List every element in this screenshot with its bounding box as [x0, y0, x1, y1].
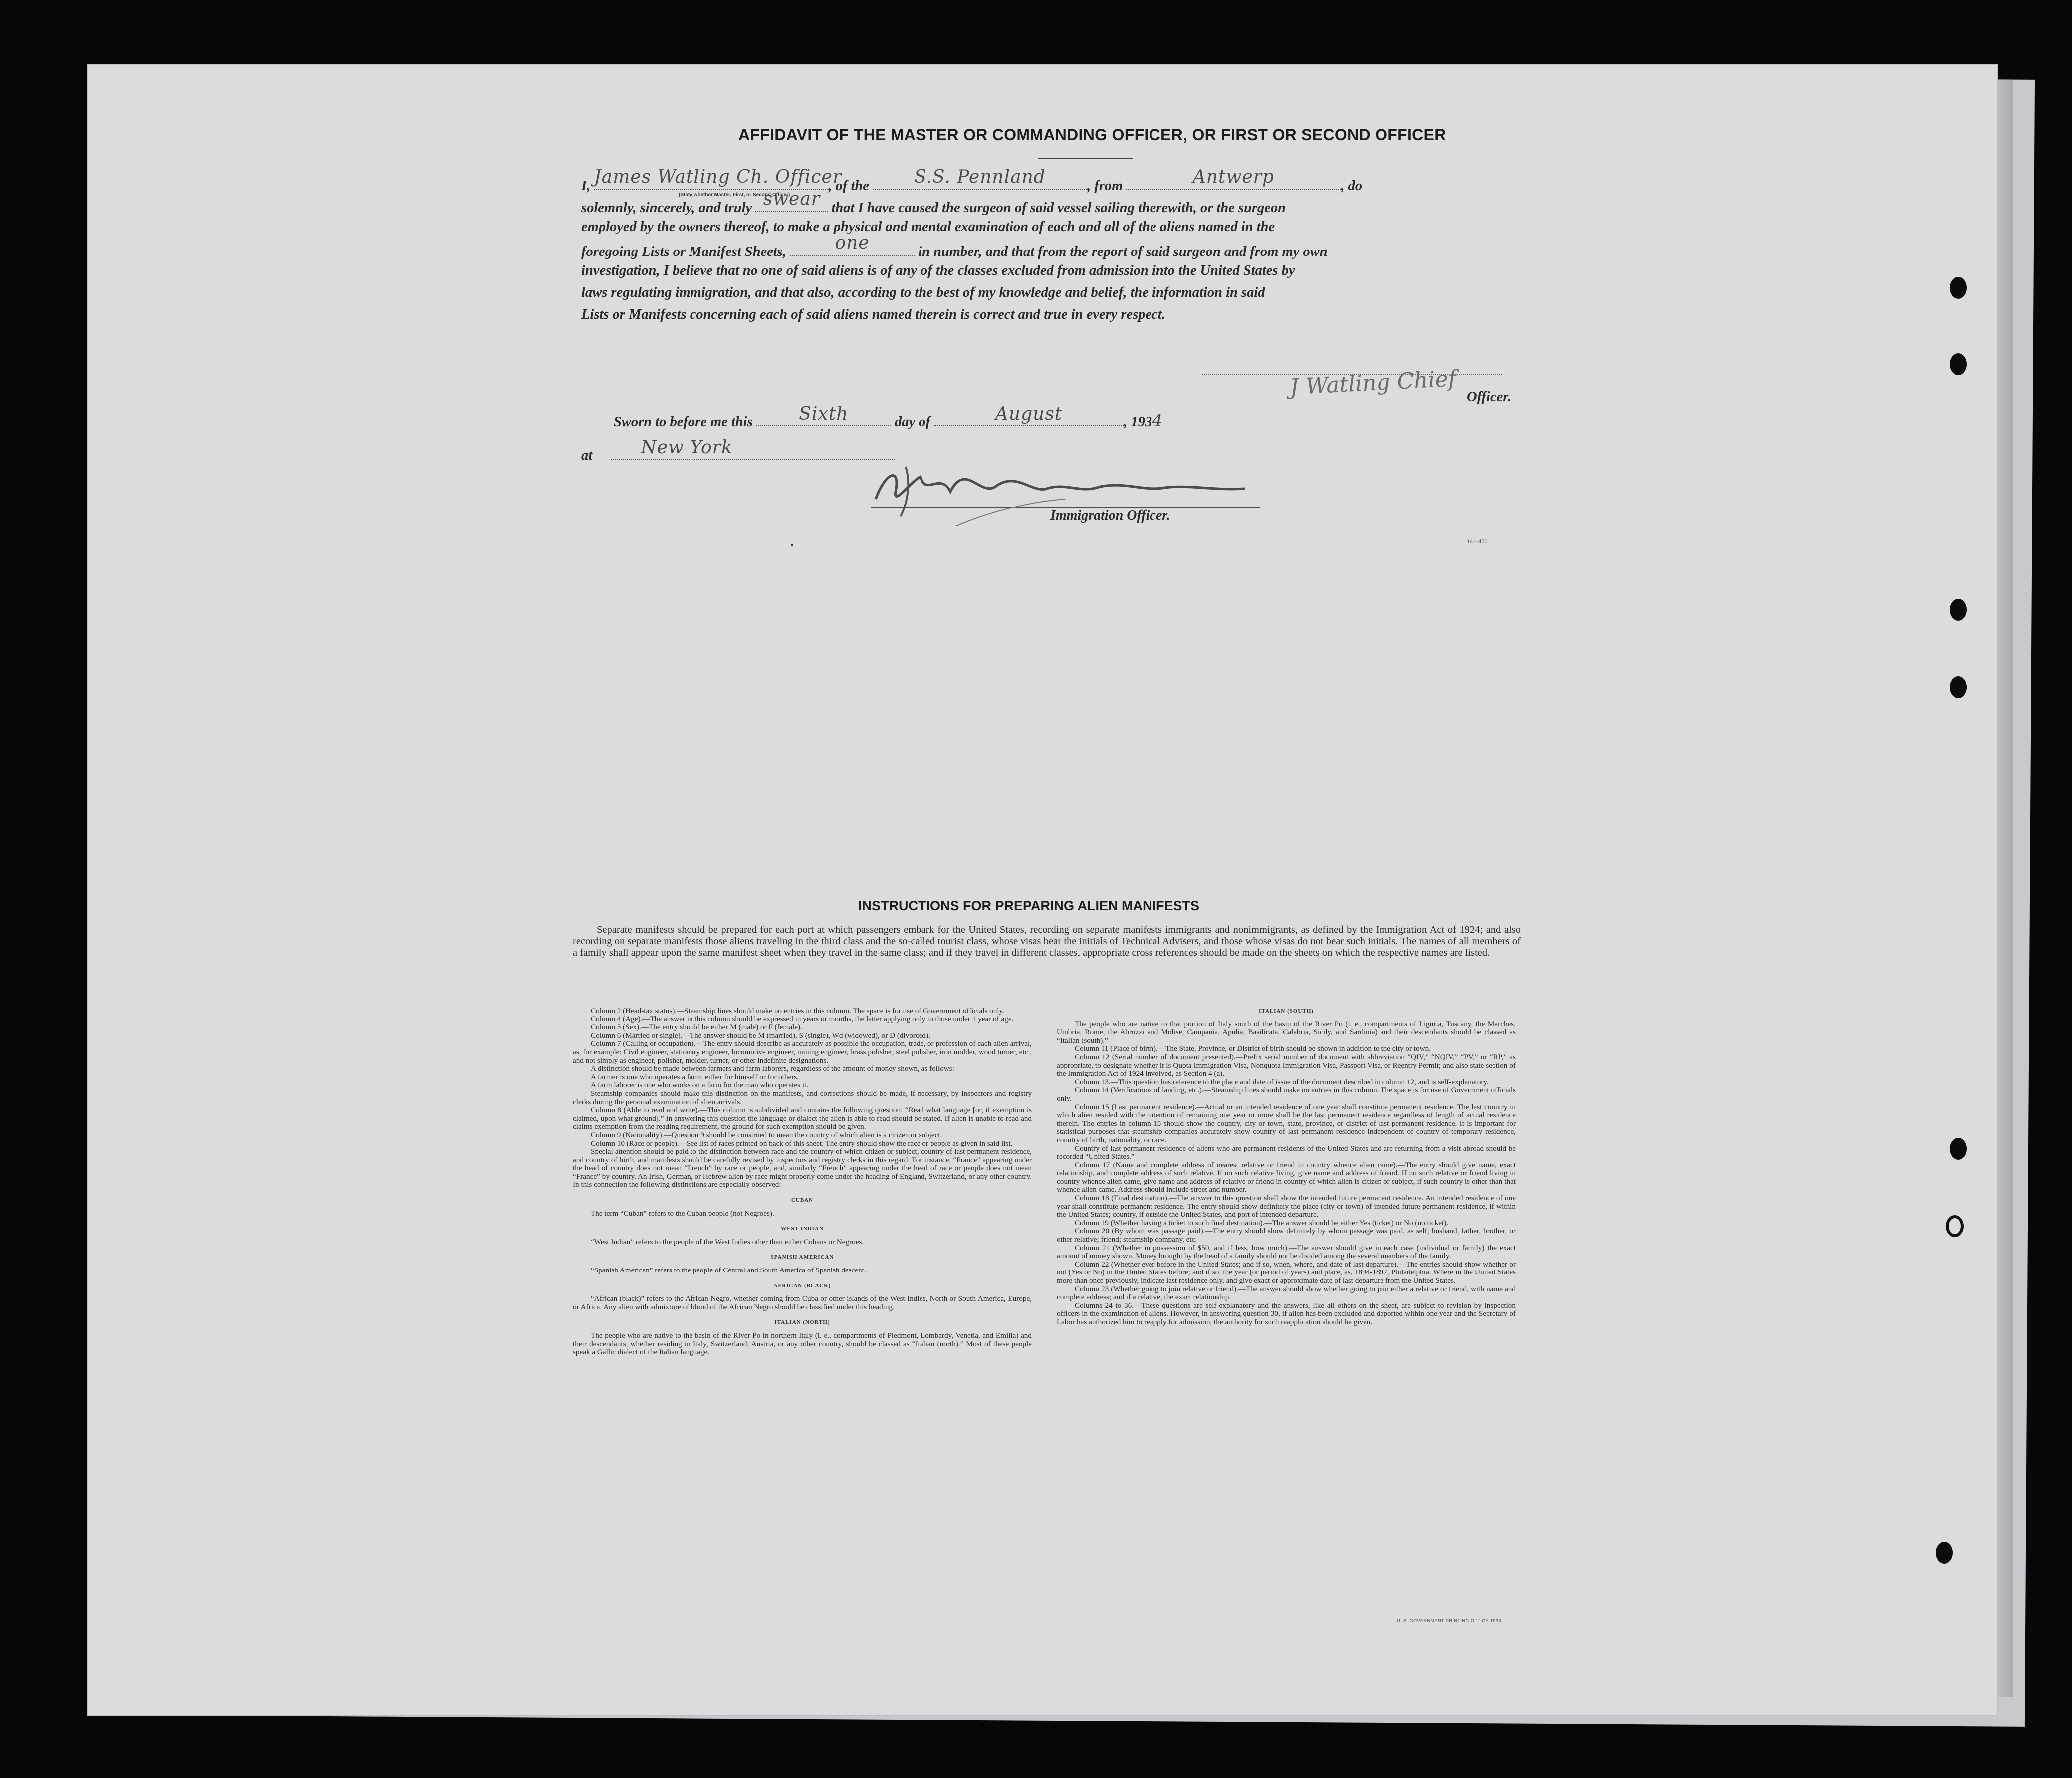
- ink-dot: [791, 544, 793, 546]
- instruction-paragraph: A farmer is one who operates a farm, either for himself or for others.: [591, 1072, 799, 1081]
- instruction-paragraph: Column 7 (Calling or occupation).—The entry should describe as accurately as possible the occupation, trade, or profession of each alien arrival, as, for example: Civil engineer, stationary engineer, locomotive engineer, mining engineer, brass polisher, steel polisher, iron molder, wood turner, etc., and not simply as engineer, polisher, molder, turner, or other indefinite designations.: [573, 1039, 1032, 1065]
- instructions-intro: Separate manifests should be prepared for each port at which passengers embark for the United States, recording on separate manifests immigrants and nonimmigrants, as defined by the Immigration Act of 1924; and also recording on separate manifests those aliens traveling in the third class and the so-called tourist class, whose visas bear the initials of Technical Advisers, and those whose visas do not bear such initials. The names of all members of a family shall appear upon the same manifest sheet when they travel in the same class; and if they travel in different classes, appropriate cross references should be made on the sheets on which the respective names are listed.: [573, 924, 1521, 958]
- instruction-paragraph: “Spanish American” refers to the people of Central and South America of Spanish descent.: [591, 1266, 866, 1275]
- at-line: at New York: [581, 442, 895, 464]
- instruction-paragraph: The term “Cuban” refers to the Cuban people (not Negroes).: [591, 1209, 774, 1218]
- printer-imprint: U. S. GOVERNMENT PRINTING OFFICE 1933: [1397, 1618, 1501, 1623]
- immigration-officer-label: Immigration Officer.: [1050, 508, 1170, 523]
- sworn-line: Sworn to before me this Sixth day of August , 1934: [614, 404, 1163, 431]
- instruction-paragraph: Column 2 (Head-tax status).—Steamship lines should make no entries in this column. The space is for use of Government officials only.: [591, 1007, 1004, 1015]
- instruction-paragraph: A farm laborer is one who works on a farm for the man who operates it.: [591, 1081, 809, 1090]
- instruction-paragraph: Column 9 (Nationality).—Question 9 should be construed to mean the country of which alien is a citizen or subject.: [591, 1130, 942, 1139]
- instruction-paragraph: Column 13.—This question has reference to the place and date of issue of the document described in column 12, and is self-explanatory.: [1075, 1077, 1489, 1086]
- instruction-paragraph: Column 15 (Last permanent residence).—Actual or an intended residence of one year shall constitute permanent residence. The last country in which alien resided with the intention of remaining one year or more shall be the last permanent residence regardless of length of actual residence therein. The entries in column 15 should show the country, city or town, state, province, or district of last permanent residence. It is important for statistical purposes that steamship companies accurately show country of last permanent residence independent of country of temporary residence, country of birth, nationality, or race.: [1057, 1102, 1516, 1144]
- punch-hole: [1950, 277, 1967, 299]
- instruction-paragraph: Column 10 (Race or people).—See list of races printed on back of this sheet. The entry should show the race or people as given in said list.: [591, 1139, 1013, 1148]
- instruction-paragraph: Column 5 (Sex).—The entry should be either M (male) or F (female).: [591, 1023, 802, 1032]
- instruction-paragraph: Column 18 (Final destination).—The answer to this question shall show the intended future permanent residence. An intended residence of one year shall constitute permanent residence. The entry should show definitely the place (city or town) of intended future permanent residence, if within the United States; country, if outside the United States, and port of intended departure.: [1057, 1194, 1516, 1219]
- punch-hole: [1950, 1138, 1967, 1160]
- instruction-paragraph: Column 12 (Serial number of document presented).—Prefix serial number of document with abbreviation “QIV,” “NQIV,” “PV,” or “RP,” as appropriate, to designate whether it is Quota Immigration Visa, Nonquota Immigration Visa, Passport Visa, or Reentry Permit; and also state section of the Immigration Act of 1924 involved, as Section 4 (a).: [1057, 1052, 1516, 1078]
- instructions-title: INSTRUCTIONS FOR PREPARING ALIEN MANIFESTS: [858, 898, 1200, 913]
- instruction-paragraph: Special attention should be paid to the distinction between race and the country of which citizen or subject, country of last permanent residence, and country of birth, and manifests should be carefully revised by inspectors and registry clerks in this regard. For instance, “France” appearing under the head of country does not mean “French” by race or people, and, similarly “French” appearing under the head of race or people does not mean “France” by country. An Irish, German, or Hebrew alien by race might properly come under the heading of England, Switzerland, or any other country. In this connection the following distinctions are especially observed:: [573, 1147, 1032, 1189]
- instruction-paragraph: Column 4 (Age).—The answer in this column should be expressed in years or months, the latter applying only to those under 1 year of age.: [591, 1015, 1014, 1023]
- punch-hole: [1950, 676, 1967, 698]
- affidavit-line-2: solemnly, sincerely, and truly swear that I have caused the surgeon of said vessel sailing therewith, or the surgeon: [581, 189, 1286, 216]
- port-field: Antwerp: [1126, 172, 1341, 190]
- instruction-paragraph: Column 22 (Whether ever before in the United States; and if so, when, where, and date of last departure).—The entries should show whether or not (Yes or No) in the United States before; and if so, the year (or period of years) and place, as, 1894-1897, Philadelphia. Where in the United States more than once previously, indicate last residence only, and give exact or approximate date of last departure from the United States.: [1057, 1260, 1516, 1285]
- punch-hole: [1946, 1215, 1964, 1237]
- instruction-paragraph: Steamship companies should make this distinction on the manifests, and corrections should be made, if necessary, by inspectors and registry clerks during the personal examination of alien arrivals.: [573, 1089, 1032, 1106]
- year-digit: 4: [1152, 411, 1163, 431]
- oath-field: swear: [755, 194, 828, 212]
- instruction-paragraph: The people who are native to the basin of the River Po in northern Italy (i. e., compartments of Piedmont, Lombardy, Venetia, and Emilia) and their descendants, whether residing in Italy, Switzerland, Austria, or any other country, should be classed as “Italian (north).” Most of these people speak a Gallic dialect of the Italian language.: [573, 1331, 1032, 1357]
- section-heading: ITALIAN (SOUTH): [1259, 1008, 1314, 1014]
- officer-name-field: James Watling Ch. Officer: [594, 172, 828, 190]
- section-heading: AFRICAN (BLACK): [773, 1282, 831, 1289]
- instruction-paragraph: Column 17 (Name and complete address of nearest relative or friend in country whence alien came).—The entry should give name, exact relationship, and complete address of such relative. If no such relative living, give name and address of friend. If no such relative or friend living in country whence alien came, give name and address of relative or friend in country of which alien is citizen or subject, if such country is other than that whence alien came. Address should include street and number.: [1057, 1160, 1516, 1194]
- title-rule: [1038, 158, 1133, 159]
- day-field: Sixth: [756, 408, 891, 426]
- instruction-paragraph: Column 23 (Whether going to join relative or friend).—The answer should show whether going to join either a relative or friend, with name and complete address; and if a relative, the exact relationship.: [1057, 1284, 1516, 1302]
- affidavit-line-7: Lists or Manifests concerning each of said aliens named therein is correct and true in every respect.: [581, 307, 1165, 322]
- instruction-paragraph: Column 19 (Whether having a ticket to such final destination).—The answer should be either Yes (ticket) or No (no ticket).: [1075, 1218, 1449, 1227]
- punch-hole: [1936, 1542, 1953, 1564]
- affidavit-title: AFFIDAVIT OF THE MASTER OR COMMANDING OFFICER, OR FIRST OR SECOND OFFICER: [738, 126, 1446, 144]
- affidavit-line-5: investigation, I believe that no one of said aliens is of any of the classes excluded from admission into the United States by: [581, 263, 1295, 278]
- section-heading: CUBAN: [791, 1197, 814, 1204]
- affidavit-line-3: employed by the owners thereof, to make a physical and mental examination of each and all of the aliens named in the: [581, 219, 1275, 235]
- section-heading: SPANISH AMERICAN: [770, 1254, 834, 1261]
- officer-signature: J Watling Chief: [1289, 366, 1457, 400]
- officer-label: Officer.: [1467, 389, 1511, 405]
- instruction-paragraph: “West Indian” refers to the people of the West Indies other than either Cubans or Negroes.: [591, 1237, 864, 1246]
- instruction-paragraph: A distinction should be made between farmers and farm laborers, regardless of the amount of money shown, as follows:: [591, 1064, 954, 1073]
- form-number: 14—450: [1467, 539, 1488, 545]
- punch-hole: [1950, 599, 1967, 621]
- affidavit-line-4: foregoing Lists or Manifest Sheets, one in number, and that from the report of said surgeon and from my own: [581, 233, 1328, 259]
- month-field: August: [934, 408, 1124, 426]
- instruction-paragraph: Column 14 (Verifications of landing, etc.).—Steamship lines should make no entries in this column. The space is for use of Government officials only.: [1057, 1086, 1516, 1103]
- instruction-paragraph: Columns 24 to 36.—These questions are self-explanatory and the answers, like all others on the sheet, are subject to revision by inspection officers in the examination of aliens. However, in answering question 30, if alien has been excluded and deported within one year and the Secretary of Labor has authorized him to reapply for admission, the authority for such reapplication should be given.: [1057, 1301, 1516, 1326]
- instruction-paragraph: Column 20 (By whom was passage paid).—The entry should show definitely by whom passage was paid, as self; husband, father, brother, or other relative; friend; steamship company, etc.: [1057, 1227, 1516, 1244]
- sheet-count-field: one: [790, 238, 915, 256]
- instruction-paragraph: Column 21 (Whether in possession of $50, and if less, how much).—The answer should give in each case (individual or family) the exact amount of money shown. Money brought by the head of a family should not be divided among the several members of the family.: [1057, 1243, 1516, 1261]
- place-field: New York: [611, 442, 895, 460]
- instruction-paragraph: “African (black)” refers to the African Negro, whether coming from Cuba or other islands of the West Indies, North or South America, Europe, or Africa. Any alien with admixture of blood of the African Negro should be classified under this heading.: [573, 1294, 1032, 1311]
- instruction-paragraph: Country of last permanent residence of aliens who are permanent residents of the United States and are returning from a visit abroad should be recorded “United States.”: [1057, 1144, 1516, 1161]
- vessel-field: S.S. Pennland: [873, 172, 1087, 190]
- section-heading: ITALIAN (NORTH): [774, 1319, 830, 1326]
- instructions-left-column: [573, 1007, 1032, 1357]
- instruction-paragraph: Column 6 (Married or single).—The answer should be M (married), S (single), Wd (widowed), or D (divorced).: [591, 1031, 930, 1040]
- instruction-paragraph: The people who are native to that portion of Italy south of the basin of the River Po (i. e., compartments of Liguria, Tuscany, the Marches, Umbria, Rome, the Abruzzi and Molise, Campania, Apulia, Basilicata, Calabria, Sicily, and Sardinia) and their descendants should be classed as “Italian (south).”: [1057, 1019, 1516, 1045]
- rank-note: (State whether Master, First, or Second Officer): [679, 192, 790, 198]
- affidavit-line-1: I, James Watling Ch. Officer , of the S.S. Pennland , from Antwerp , do: [581, 167, 1363, 194]
- instruction-paragraph: Column 11 (Place of birth).—The State, Province, or District of birth should be shown in addition to the city or town.: [1075, 1044, 1431, 1053]
- affidavit-line-6: laws regulating immigration, and that also, according to the best of my knowledge and belief, the information in said: [581, 285, 1265, 300]
- punch-hole: [1950, 353, 1967, 375]
- section-heading: WEST INDIAN: [781, 1226, 824, 1232]
- instruction-paragraph: Column 8 (Able to read and write).—This column is subdivided and contains the following question: “Read what language [or, if exemption is claimed, upon what ground].” In answering this question the language or dialect the alien is able to read should be stated. If alien is unable to read and claims exemption from the reading requirement, the ground for such exemption should be given.: [573, 1106, 1032, 1131]
- instructions-right-column: [1057, 1007, 1516, 1327]
